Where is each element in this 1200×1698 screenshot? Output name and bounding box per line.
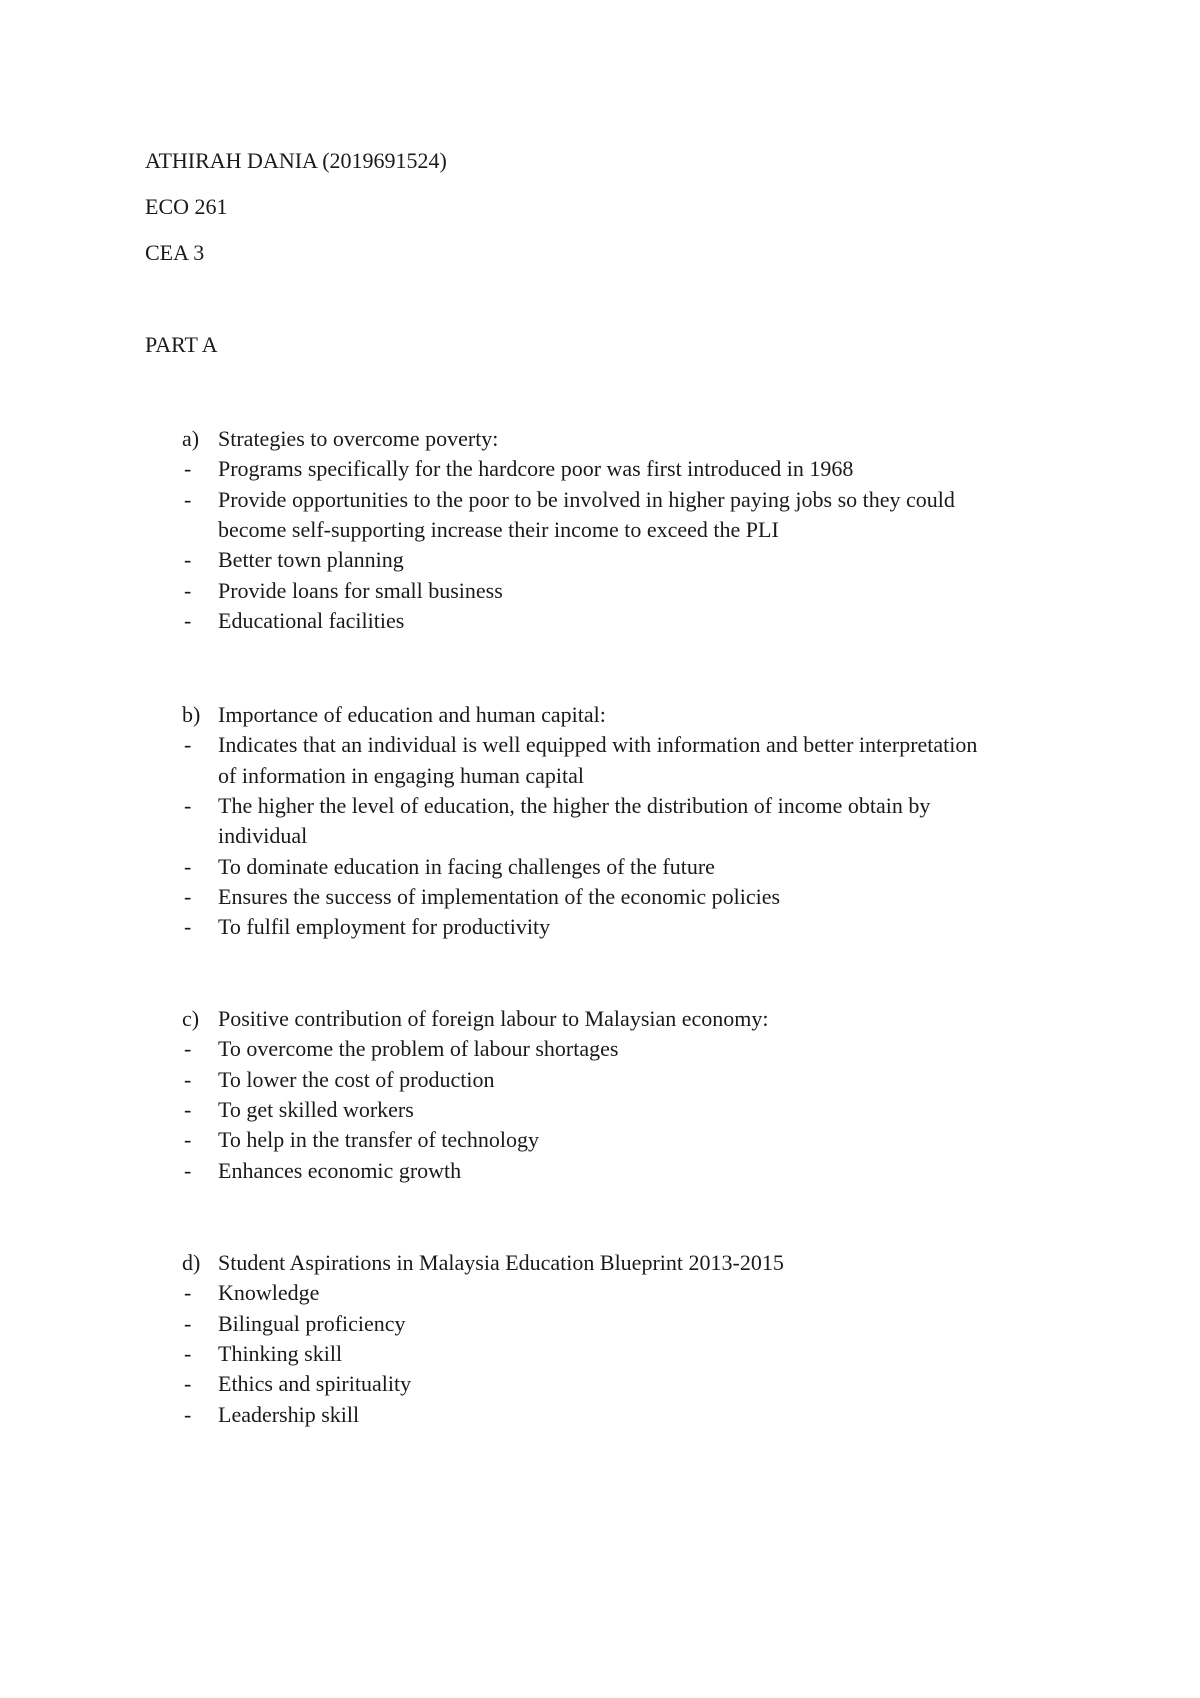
bullet-dash: - bbox=[184, 1066, 192, 1092]
section-marker: d) bbox=[182, 1250, 201, 1275]
section-marker: a) bbox=[182, 426, 200, 451]
bullet-dash: - bbox=[184, 1036, 192, 1062]
bullet-dash: - bbox=[184, 577, 192, 603]
bullet-dash: - bbox=[184, 792, 192, 818]
bullet-dash: - bbox=[184, 1371, 192, 1397]
list-item-text: Thinking skill bbox=[218, 1340, 343, 1366]
list-item-text: To get skilled workers bbox=[218, 1096, 414, 1122]
list-item-text: To help in the transfer of technology bbox=[218, 1127, 540, 1153]
list-item-text: To dominate education in facing challenges of the future bbox=[218, 853, 715, 879]
list-item-text: Programs specifically for the hardcore poor was first introduced in 1968 bbox=[218, 456, 854, 482]
list-item-text: Indicates that an individual is well equipped with information and better interpretation bbox=[218, 732, 978, 758]
section-marker: b) bbox=[182, 702, 201, 727]
bullet-dash: - bbox=[184, 1280, 192, 1306]
bullet-dash: - bbox=[184, 456, 192, 482]
part-title: PART A bbox=[145, 332, 218, 357]
section-heading: Student Aspirations in Malaysia Education Blueprint 2013-2015 bbox=[218, 1250, 784, 1275]
bullet-dash: - bbox=[184, 1096, 192, 1122]
section-heading: Strategies to overcome poverty: bbox=[218, 426, 499, 451]
bullet-dash: - bbox=[184, 1310, 192, 1336]
list-item-text: become self-supporting increase their income to exceed the PLI bbox=[218, 516, 779, 542]
course-code: ECO 261 bbox=[145, 194, 228, 219]
list-item-text: Ensures the success of implementation of the economic policies bbox=[218, 883, 781, 909]
section-marker: c) bbox=[182, 1006, 200, 1031]
bullet-dash: - bbox=[184, 732, 192, 758]
list-item-text: The higher the level of education, the higher the distribution of income obtain by bbox=[218, 792, 931, 818]
list-item-text: Provide opportunities to the poor to be involved in higher paying jobs so they could bbox=[218, 486, 955, 512]
student-name-line: ATHIRAH DANIA (2019691524) bbox=[145, 148, 447, 173]
list-item-text: To fulfil employment for productivity bbox=[218, 914, 551, 940]
bullet-dash: - bbox=[184, 853, 192, 879]
list-item-text: Provide loans for small business bbox=[218, 577, 503, 603]
list-item-text: individual bbox=[218, 823, 308, 849]
bullet-dash: - bbox=[184, 914, 192, 940]
list-item-text: Better town planning bbox=[218, 547, 404, 573]
list-item-text: Ethics and spirituality bbox=[218, 1371, 412, 1397]
list-item-text: Leadership skill bbox=[218, 1401, 360, 1427]
list-item-text: Educational facilities bbox=[218, 607, 405, 633]
bullet-dash: - bbox=[184, 1340, 192, 1366]
bullet-dash: - bbox=[184, 1401, 192, 1427]
list-item-text: To overcome the problem of labour shortages bbox=[218, 1036, 619, 1062]
list-item-text: Bilingual proficiency bbox=[218, 1310, 406, 1336]
bullet-dash: - bbox=[184, 607, 192, 633]
bullet-dash: - bbox=[184, 1157, 192, 1183]
section-heading: Positive contribution of foreign labour to Malaysian economy: bbox=[218, 1006, 769, 1031]
assessment-title: CEA 3 bbox=[145, 240, 205, 265]
list-item-text: To lower the cost of production bbox=[218, 1066, 495, 1092]
list-item-text: Enhances economic growth bbox=[218, 1157, 462, 1183]
bullet-dash: - bbox=[184, 486, 192, 512]
bullet-dash: - bbox=[184, 883, 192, 909]
bullet-dash: - bbox=[184, 547, 192, 573]
list-item-text: of information in engaging human capital bbox=[218, 762, 584, 788]
list-item-text: Knowledge bbox=[218, 1280, 320, 1306]
bullet-dash: - bbox=[184, 1127, 192, 1153]
section-heading: Importance of education and human capital: bbox=[218, 702, 606, 727]
